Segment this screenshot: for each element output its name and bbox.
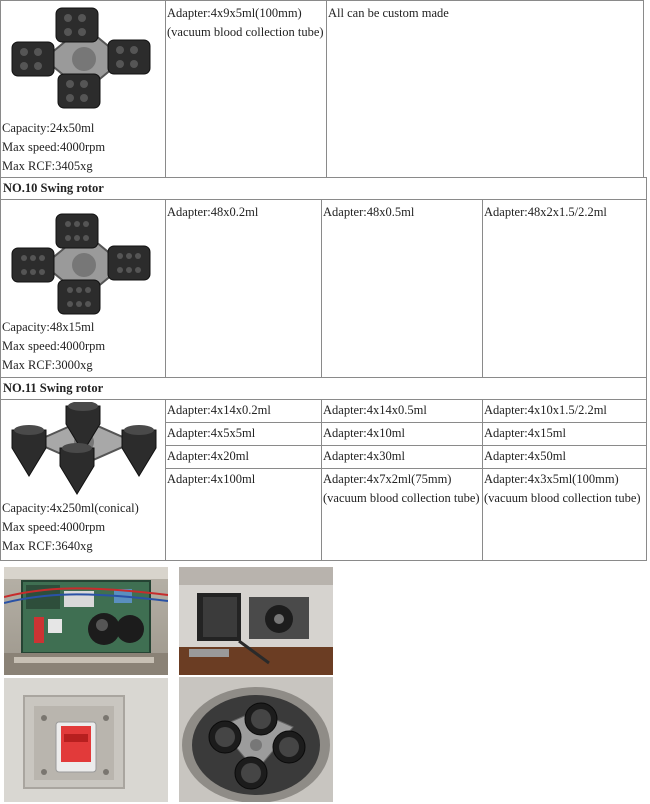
adapter-cell (165, 399, 322, 423)
adapter-text: Adapter:48x0.5ml (323, 205, 415, 219)
max-rcf-text: Max RCF:3000xg (2, 358, 93, 372)
rotor-9-image (4, 4, 164, 114)
power-switch-photo (4, 678, 168, 802)
max-rcf-text: Max RCF:3640xg (2, 539, 93, 553)
adapter-text: Adapter:4x5x5ml (167, 426, 256, 440)
adapter-text: Adapter:4x10x1.5/2.2ml (484, 403, 607, 417)
adapter-text: Adapter:4x50ml (484, 449, 566, 463)
circuit-board-photo (4, 567, 168, 675)
adapter-cell (321, 422, 483, 446)
adapter-cell (482, 199, 647, 378)
rotor-10-cell (0, 199, 166, 378)
adapter-cell (321, 199, 483, 378)
adapter-cell (321, 468, 483, 561)
adapter-text: Adapter:4x30ml (323, 449, 405, 463)
adapter-cell (165, 199, 322, 378)
adapter-cell (165, 0, 327, 178)
adapter-cell (165, 422, 322, 446)
rotor-11-title: NO.11 Swing rotor (3, 381, 104, 395)
rotor-9-cell (0, 0, 166, 178)
adapter-cell (482, 399, 647, 423)
rotor-10-specs (2, 318, 105, 375)
rotor-9-specs (2, 119, 105, 176)
adapter-cell (482, 468, 647, 561)
adapter-cell (326, 0, 644, 178)
rotor-11-image (4, 402, 164, 497)
max-speed-text: Max speed:4000rpm (2, 339, 106, 353)
max-speed-text: Max speed:4000rpm (2, 140, 106, 154)
adapter-text: Adapter:48x0.2ml (167, 205, 259, 219)
adapter-text: Adapter:4x14x0.5ml (323, 403, 427, 417)
adapter-cell (165, 468, 322, 561)
max-speed-text: Max speed:4000rpm (2, 520, 106, 534)
adapter-text: Adapter:4x100ml (167, 472, 256, 486)
rotor-10-title: NO.10 Swing rotor (3, 181, 104, 195)
adapter-cell (482, 445, 647, 469)
adapter-cell (165, 445, 322, 469)
adapter-text: Adapter:4x10ml (323, 426, 405, 440)
adapter-text: Adapter:4x15ml (484, 426, 566, 440)
capacity-text: Capacity:4x250ml(conical) (2, 501, 139, 515)
rotor-11-specs (2, 499, 139, 556)
rotor-chamber-photo (179, 677, 333, 802)
adapter-text: Adapter:48x2x1.5/2.2ml (484, 205, 607, 219)
max-rcf-text: Max RCF:3405xg (2, 159, 93, 173)
adapter-text: Adapter:4x9x5ml(100mm) (vacuum blood collection tube) (167, 6, 324, 39)
adapter-text: Adapter:4x7x2ml(75mm) (vacuum blood collection tube) (323, 472, 480, 505)
capacity-text: Capacity:48x15ml (2, 320, 95, 334)
adapter-cell (482, 422, 647, 446)
rotor-10-header (0, 177, 647, 200)
rotor-11-header (0, 377, 647, 400)
custom-note-text: All can be custom made (328, 6, 449, 20)
rotor-11-cell (0, 399, 166, 561)
adapter-text: Adapter:4x14x0.2ml (167, 403, 271, 417)
adapter-text: Adapter:4x3x5ml(100mm) (vacuum blood collection tube) (484, 472, 641, 505)
rotor-10-image (4, 210, 164, 320)
capacity-text: Capacity:24x50ml (2, 121, 95, 135)
adapter-cell (321, 445, 483, 469)
adapter-text: Adapter:4x20ml (167, 449, 249, 463)
adapter-cell (321, 399, 483, 423)
motor-chamber-photo (179, 567, 333, 675)
